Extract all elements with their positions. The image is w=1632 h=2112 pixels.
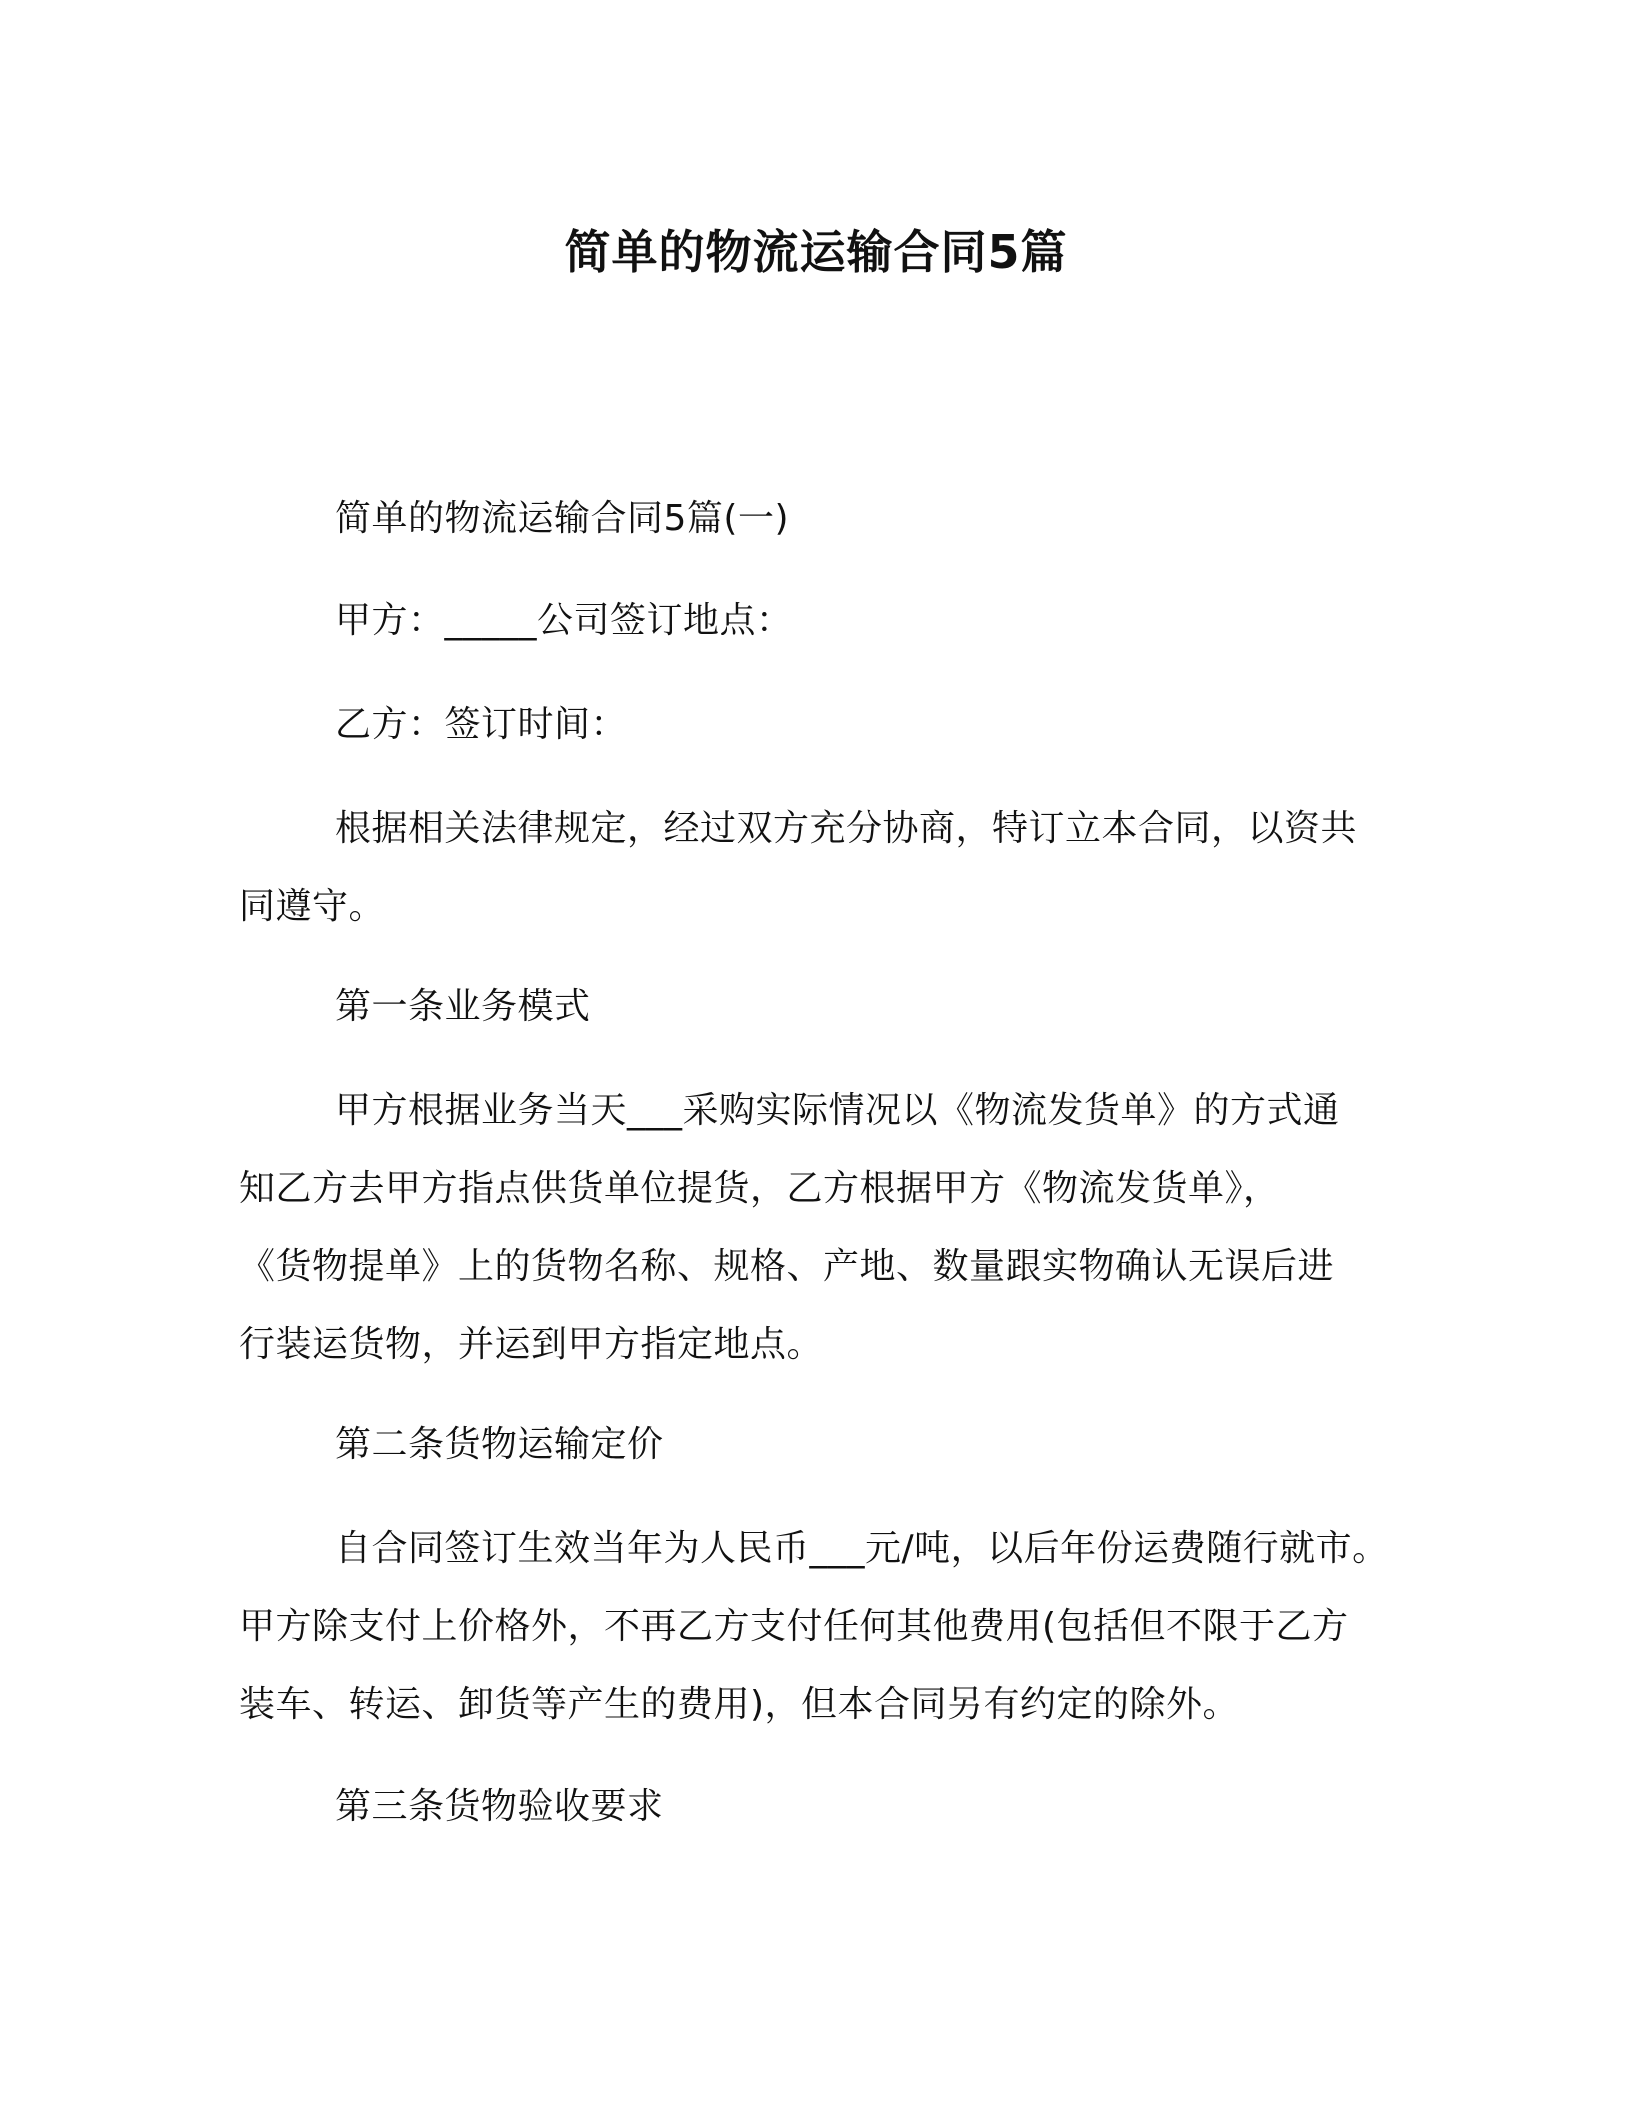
article-1-heading (239, 968, 1409, 1046)
text-line: 简单的物流运输合同5篇(一) (335, 498, 789, 539)
text-line: 第一条业务模式 (335, 986, 591, 1027)
paragraph-intro (239, 790, 1409, 946)
text-line: 知乙方去甲方指点供货单位提货，乙方根据甲方《物流发货单》， (239, 1168, 1280, 1209)
article-2-heading (239, 1406, 1409, 1484)
article-1-body (239, 1072, 1409, 1384)
text-line: 根据相关法律规定，经过双方充分协商，特订立本合同，以资共 (335, 808, 1358, 849)
article-3-heading (239, 1768, 1409, 1846)
section-heading-1 (239, 480, 1409, 558)
text-line: 第三条货物验收要求 (335, 1786, 664, 1827)
text-line: 同遵守。 (239, 886, 386, 927)
article-2-body (239, 1510, 1409, 1744)
text-line: 《货物提单》上的货物名称、规格、产地、数量跟实物确认无误后进 (239, 1246, 1335, 1287)
text-line: 甲方：_____公司签订地点： (335, 600, 793, 641)
text-line: 装车、转运、卸货等产生的费用)，但本合同另有约定的除外。 (239, 1684, 1240, 1725)
party-b-line (239, 686, 1409, 764)
text-line: 自合同签订生效当年为人民币___元/吨，以后年份运费随行就市。 (335, 1528, 1389, 1569)
document-title: 简单的物流运输合同5篇 (564, 225, 1068, 279)
party-a-line (239, 582, 1409, 660)
text-line: 行装运货物，并运到甲方指定地点。 (239, 1324, 824, 1365)
text-line: 乙方：签订时间： (335, 704, 628, 745)
text-line: 甲方除支付上价格外，不再乙方支付任何其他费用(包括但不限于乙方 (239, 1606, 1349, 1647)
text-line: 甲方根据业务当天___采购实际情况以《物流发货单》的方式通 (335, 1090, 1340, 1131)
text-line: 第二条货物运输定价 (335, 1424, 664, 1465)
